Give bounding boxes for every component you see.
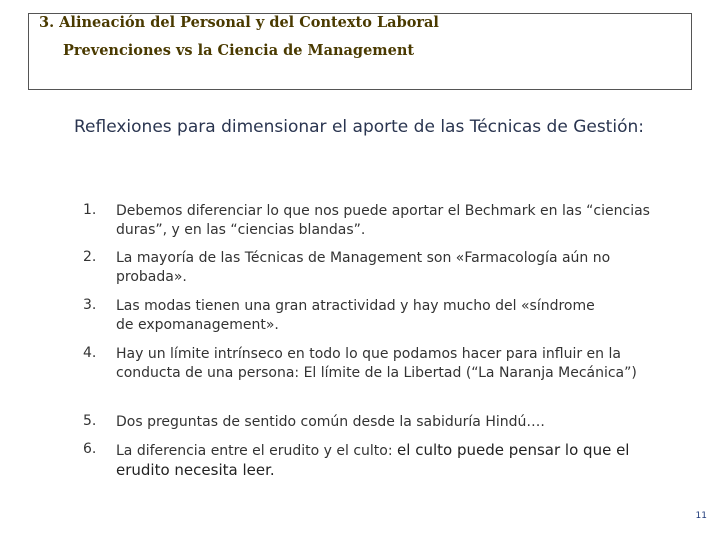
page-number: 11 [695, 511, 707, 521]
list-item: Hay un límite intrínseco en todo lo que podamos hacer para influir en la conducta de una persona: El límite de la Libertad (“La Naranja Mecánica”) [116, 346, 637, 381]
section-title: 3. Alineación del Personal y del Contexto Laboral [39, 14, 439, 31]
item-text-emphasis: el culto puede pensar lo que el erudito necesita leer. [116, 441, 630, 479]
item-number: 1. [83, 202, 97, 218]
item-number: 3. [83, 297, 97, 313]
item-number: 2. [83, 249, 97, 265]
item-number: 6. [83, 441, 97, 457]
section-subtitle: Prevenciones vs la Ciencia de Management [63, 42, 415, 59]
item-number: 4. [83, 345, 97, 361]
list-item: La mayoría de las Técnicas de Management son «Farmacología aún no probada». [116, 250, 611, 285]
list-item [116, 441, 656, 481]
list-item: Las modas tienen una gran atractividad y hay mucho del «síndrome de expomanagement». [116, 298, 595, 333]
item-text-plain: La diferencia entre el erudito y el culto: [116, 443, 398, 459]
item-number: 5. [83, 413, 97, 429]
list-item: Debemos diferenciar lo que nos puede aportar el Bechmark en las “ciencias duras”, y en las “ciencias blandas”. [116, 203, 650, 238]
list-item: Dos preguntas de sentido común desde la sabiduría Hindú…. [116, 414, 545, 430]
header-box [28, 13, 692, 90]
slide-title: Reflexiones para dimensionar el aporte de las Técnicas de Gestión: [74, 117, 644, 137]
